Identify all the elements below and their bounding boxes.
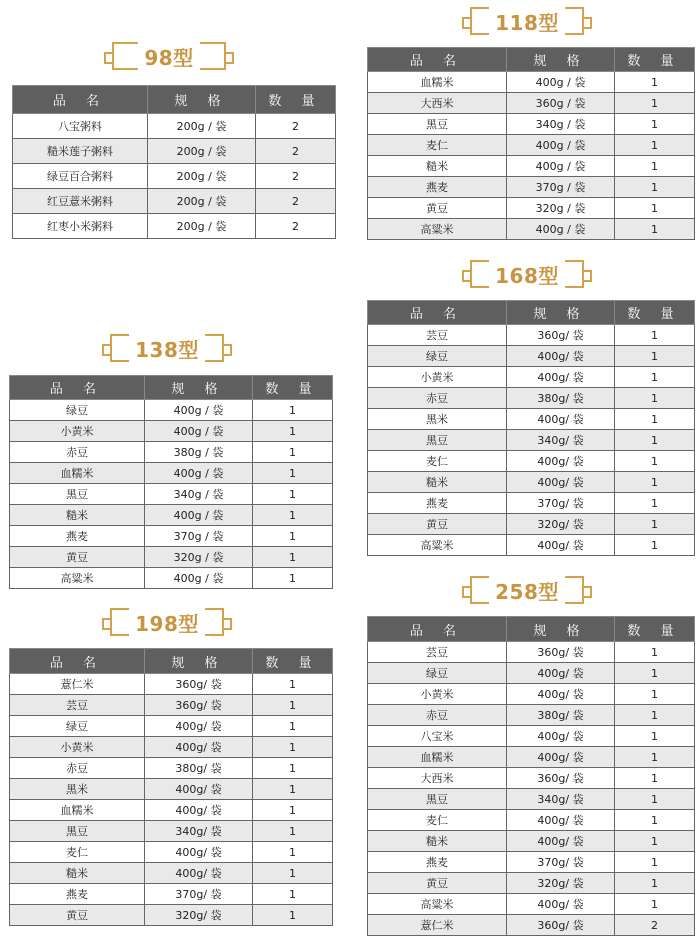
item-spec: 200g / 袋 bbox=[148, 189, 256, 214]
header-qty: 数 量 bbox=[615, 48, 695, 72]
table-row bbox=[368, 72, 695, 93]
package-table bbox=[9, 648, 333, 926]
item-qty: 1 bbox=[253, 442, 333, 463]
item-name: 大西米 bbox=[368, 93, 507, 114]
item-spec: 400g/ 袋 bbox=[507, 409, 615, 430]
title-frame-right bbox=[568, 576, 584, 604]
table-row bbox=[368, 535, 695, 556]
item-spec: 400g/ 袋 bbox=[507, 472, 615, 493]
header-spec: 规 格 bbox=[145, 376, 253, 400]
table-row bbox=[368, 514, 695, 535]
table-row bbox=[10, 400, 333, 421]
table-row bbox=[368, 430, 695, 451]
item-spec: 400g/ 袋 bbox=[507, 367, 615, 388]
package-table bbox=[9, 375, 333, 589]
item-name: 糙米 bbox=[10, 505, 145, 526]
item-qty: 1 bbox=[615, 114, 695, 135]
item-spec: 200g / 袋 bbox=[148, 164, 256, 189]
item-qty: 1 bbox=[615, 367, 695, 388]
package-title-frame bbox=[470, 7, 584, 35]
item-spec: 400g/ 袋 bbox=[507, 726, 615, 747]
table-header-row bbox=[368, 617, 695, 642]
item-qty: 1 bbox=[253, 400, 333, 421]
item-spec: 340g / 袋 bbox=[507, 114, 615, 135]
item-qty: 1 bbox=[615, 177, 695, 198]
item-name: 黑豆 bbox=[10, 484, 145, 505]
table-row bbox=[368, 346, 695, 367]
item-spec: 400g / 袋 bbox=[507, 219, 615, 240]
item-name: 糙米 bbox=[10, 863, 145, 884]
table-row bbox=[10, 737, 333, 758]
item-qty: 1 bbox=[615, 684, 695, 705]
item-spec: 400g / 袋 bbox=[145, 568, 253, 589]
item-name: 黑豆 bbox=[368, 114, 507, 135]
item-name: 血糯米 bbox=[368, 72, 507, 93]
item-spec: 400g/ 袋 bbox=[507, 831, 615, 852]
table-row bbox=[10, 484, 333, 505]
header-name: 品 名 bbox=[10, 376, 145, 400]
item-name: 芸豆 bbox=[368, 325, 507, 346]
table-row bbox=[13, 139, 336, 164]
item-qty: 1 bbox=[615, 514, 695, 535]
table-row bbox=[368, 663, 695, 684]
item-name: 燕麦 bbox=[10, 526, 145, 547]
item-name: 糙米 bbox=[368, 831, 507, 852]
item-spec: 200g / 袋 bbox=[148, 139, 256, 164]
package-title-frame bbox=[470, 576, 584, 604]
table-row bbox=[13, 189, 336, 214]
item-spec: 400g/ 袋 bbox=[507, 810, 615, 831]
table-row bbox=[368, 198, 695, 219]
header-spec: 规 格 bbox=[507, 48, 615, 72]
item-qty: 1 bbox=[253, 463, 333, 484]
item-qty: 1 bbox=[615, 726, 695, 747]
item-spec: 400g/ 袋 bbox=[507, 535, 615, 556]
item-qty: 2 bbox=[615, 915, 695, 936]
item-spec: 360g/ 袋 bbox=[507, 768, 615, 789]
table-row bbox=[368, 219, 695, 240]
header-name: 品 名 bbox=[368, 617, 507, 642]
table-row bbox=[10, 800, 333, 821]
table-row bbox=[368, 873, 695, 894]
item-name: 黄豆 bbox=[10, 547, 145, 568]
item-qty: 1 bbox=[253, 695, 333, 716]
title-frame-right bbox=[210, 42, 226, 70]
table-row bbox=[10, 674, 333, 695]
header-spec: 规 格 bbox=[148, 86, 256, 114]
item-spec: 400g/ 袋 bbox=[145, 737, 253, 758]
table-row bbox=[368, 388, 695, 409]
item-name: 糙米 bbox=[368, 472, 507, 493]
title-frame-right bbox=[208, 334, 224, 362]
package-table bbox=[367, 616, 695, 936]
item-qty: 1 bbox=[615, 663, 695, 684]
item-spec: 400g/ 袋 bbox=[145, 779, 253, 800]
item-qty: 1 bbox=[253, 905, 333, 926]
item-spec: 340g/ 袋 bbox=[507, 430, 615, 451]
header-name: 品 名 bbox=[368, 48, 507, 72]
item-name: 黄豆 bbox=[368, 873, 507, 894]
item-qty: 1 bbox=[615, 156, 695, 177]
table-header-row bbox=[368, 48, 695, 72]
item-qty: 1 bbox=[615, 346, 695, 367]
item-spec: 400g/ 袋 bbox=[145, 863, 253, 884]
table-row bbox=[10, 421, 333, 442]
item-qty: 1 bbox=[253, 884, 333, 905]
item-qty: 1 bbox=[615, 535, 695, 556]
item-qty: 1 bbox=[615, 873, 695, 894]
item-name: 黑豆 bbox=[10, 821, 145, 842]
item-qty: 1 bbox=[615, 831, 695, 852]
item-spec: 370g/ 袋 bbox=[145, 884, 253, 905]
table-row bbox=[368, 684, 695, 705]
table-row bbox=[368, 768, 695, 789]
table-row bbox=[368, 177, 695, 198]
item-name: 黑豆 bbox=[368, 430, 507, 451]
item-spec: 340g/ 袋 bbox=[145, 821, 253, 842]
item-name: 麦仁 bbox=[368, 135, 507, 156]
header-qty: 数 量 bbox=[615, 301, 695, 325]
item-spec: 200g / 袋 bbox=[148, 214, 256, 239]
item-spec: 400g/ 袋 bbox=[145, 800, 253, 821]
item-name: 绿豆 bbox=[10, 716, 145, 737]
item-qty: 1 bbox=[615, 325, 695, 346]
item-name: 八宝粥料 bbox=[13, 114, 148, 139]
item-spec: 400g / 袋 bbox=[507, 135, 615, 156]
item-qty: 1 bbox=[253, 863, 333, 884]
item-qty: 1 bbox=[615, 747, 695, 768]
item-spec: 380g/ 袋 bbox=[145, 758, 253, 779]
item-name: 八宝米 bbox=[368, 726, 507, 747]
item-qty: 1 bbox=[253, 674, 333, 695]
table-row bbox=[10, 842, 333, 863]
item-name: 燕麦 bbox=[10, 884, 145, 905]
item-spec: 360g/ 袋 bbox=[145, 674, 253, 695]
item-name: 小黄米 bbox=[368, 367, 507, 388]
title-frame-right bbox=[568, 7, 584, 35]
item-spec: 360g/ 袋 bbox=[507, 325, 615, 346]
title-frame-left bbox=[470, 576, 486, 604]
item-qty: 1 bbox=[253, 547, 333, 568]
package-title: 168型 bbox=[489, 260, 565, 289]
item-spec: 320g / 袋 bbox=[507, 198, 615, 219]
item-name: 血糯米 bbox=[368, 747, 507, 768]
table-row bbox=[13, 114, 336, 139]
item-qty: 1 bbox=[615, 72, 695, 93]
item-qty: 1 bbox=[253, 842, 333, 863]
table-row bbox=[368, 93, 695, 114]
table-row bbox=[10, 884, 333, 905]
table-row bbox=[10, 821, 333, 842]
header-spec: 规 格 bbox=[507, 617, 615, 642]
item-qty: 2 bbox=[256, 164, 336, 189]
item-name: 绿豆 bbox=[368, 663, 507, 684]
package-title-frame bbox=[110, 334, 224, 362]
table-row bbox=[13, 214, 336, 239]
item-name: 黑豆 bbox=[368, 789, 507, 810]
item-qty: 1 bbox=[615, 768, 695, 789]
item-spec: 380g/ 袋 bbox=[507, 705, 615, 726]
item-name: 高粱米 bbox=[368, 894, 507, 915]
header-qty: 数 量 bbox=[615, 617, 695, 642]
item-spec: 340g/ 袋 bbox=[507, 789, 615, 810]
header-qty: 数 量 bbox=[256, 86, 336, 114]
item-qty: 1 bbox=[615, 409, 695, 430]
item-name: 黄豆 bbox=[368, 198, 507, 219]
package-title-frame bbox=[470, 260, 584, 288]
table-row bbox=[368, 705, 695, 726]
package-title: 138型 bbox=[129, 334, 205, 363]
item-name: 黄豆 bbox=[368, 514, 507, 535]
table-row bbox=[368, 789, 695, 810]
table-row bbox=[368, 156, 695, 177]
table-row bbox=[10, 758, 333, 779]
item-name: 芸豆 bbox=[10, 695, 145, 716]
item-name: 薏仁米 bbox=[368, 915, 507, 936]
item-qty: 1 bbox=[615, 642, 695, 663]
item-qty: 1 bbox=[615, 472, 695, 493]
item-spec: 400g / 袋 bbox=[507, 156, 615, 177]
table-row bbox=[10, 905, 333, 926]
item-spec: 400g / 袋 bbox=[145, 505, 253, 526]
table-row bbox=[10, 568, 333, 589]
item-qty: 1 bbox=[615, 493, 695, 514]
item-spec: 320g / 袋 bbox=[145, 547, 253, 568]
item-name: 芸豆 bbox=[368, 642, 507, 663]
table-row bbox=[368, 472, 695, 493]
item-spec: 360g / 袋 bbox=[507, 93, 615, 114]
package-table bbox=[367, 300, 695, 556]
item-qty: 2 bbox=[256, 189, 336, 214]
item-spec: 370g/ 袋 bbox=[507, 852, 615, 873]
item-name: 糙米莲子粥料 bbox=[13, 139, 148, 164]
item-spec: 370g/ 袋 bbox=[507, 493, 615, 514]
item-qty: 2 bbox=[256, 214, 336, 239]
item-name: 血糯米 bbox=[10, 463, 145, 484]
item-spec: 340g / 袋 bbox=[145, 484, 253, 505]
item-name: 麦仁 bbox=[368, 451, 507, 472]
item-spec: 400g/ 袋 bbox=[507, 663, 615, 684]
table-row bbox=[13, 164, 336, 189]
item-name: 燕麦 bbox=[368, 852, 507, 873]
title-frame-left bbox=[112, 42, 128, 70]
item-name: 红枣小米粥料 bbox=[13, 214, 148, 239]
table-row bbox=[10, 695, 333, 716]
title-frame-left bbox=[110, 334, 126, 362]
item-spec: 360g/ 袋 bbox=[507, 642, 615, 663]
item-name: 糙米 bbox=[368, 156, 507, 177]
item-qty: 1 bbox=[253, 568, 333, 589]
item-name: 黄豆 bbox=[10, 905, 145, 926]
title-frame-left bbox=[110, 608, 126, 636]
item-spec: 400g/ 袋 bbox=[145, 716, 253, 737]
table-row bbox=[368, 831, 695, 852]
item-spec: 400g/ 袋 bbox=[507, 747, 615, 768]
item-name: 赤豆 bbox=[10, 442, 145, 463]
item-spec: 320g/ 袋 bbox=[507, 514, 615, 535]
item-name: 黑米 bbox=[368, 409, 507, 430]
item-qty: 1 bbox=[253, 716, 333, 737]
table-header-row bbox=[368, 301, 695, 325]
item-qty: 1 bbox=[253, 421, 333, 442]
item-spec: 400g / 袋 bbox=[145, 400, 253, 421]
item-name: 高粱米 bbox=[368, 535, 507, 556]
table-row bbox=[10, 442, 333, 463]
item-name: 绿豆 bbox=[368, 346, 507, 367]
item-name: 赤豆 bbox=[368, 388, 507, 409]
header-spec: 规 格 bbox=[507, 301, 615, 325]
title-frame-left bbox=[470, 260, 486, 288]
package-table bbox=[12, 85, 336, 239]
item-spec: 200g / 袋 bbox=[148, 114, 256, 139]
header-name: 品 名 bbox=[368, 301, 507, 325]
table-header-row bbox=[13, 86, 336, 114]
item-spec: 400g/ 袋 bbox=[145, 842, 253, 863]
item-name: 黑米 bbox=[10, 779, 145, 800]
item-name: 燕麦 bbox=[368, 177, 507, 198]
package-title-frame bbox=[110, 608, 224, 636]
item-qty: 1 bbox=[615, 388, 695, 409]
table-row bbox=[368, 409, 695, 430]
item-qty: 1 bbox=[615, 219, 695, 240]
table-row bbox=[368, 114, 695, 135]
table-row bbox=[10, 547, 333, 568]
item-spec: 400g / 袋 bbox=[507, 72, 615, 93]
item-qty: 1 bbox=[253, 821, 333, 842]
item-spec: 320g/ 袋 bbox=[507, 873, 615, 894]
item-name: 血糯米 bbox=[10, 800, 145, 821]
item-qty: 1 bbox=[615, 451, 695, 472]
item-qty: 1 bbox=[253, 505, 333, 526]
table-row bbox=[368, 325, 695, 346]
header-qty: 数 量 bbox=[253, 649, 333, 674]
item-spec: 370g / 袋 bbox=[507, 177, 615, 198]
item-name: 小黄米 bbox=[10, 421, 145, 442]
table-row bbox=[368, 852, 695, 873]
header-name: 品 名 bbox=[10, 649, 145, 674]
table-row bbox=[10, 779, 333, 800]
table-header-row bbox=[10, 376, 333, 400]
item-name: 高粱米 bbox=[368, 219, 507, 240]
item-name: 小黄米 bbox=[368, 684, 507, 705]
item-spec: 400g/ 袋 bbox=[507, 346, 615, 367]
package-table bbox=[367, 47, 695, 240]
header-qty: 数 量 bbox=[253, 376, 333, 400]
item-name: 薏仁米 bbox=[10, 674, 145, 695]
package-title: 98型 bbox=[138, 42, 199, 71]
title-frame-right bbox=[568, 260, 584, 288]
title-frame-right bbox=[208, 608, 224, 636]
item-name: 高粱米 bbox=[10, 568, 145, 589]
table-row bbox=[10, 526, 333, 547]
item-name: 燕麦 bbox=[368, 493, 507, 514]
package-title: 118型 bbox=[489, 7, 565, 36]
item-qty: 1 bbox=[615, 135, 695, 156]
item-qty: 1 bbox=[615, 705, 695, 726]
item-spec: 360g/ 袋 bbox=[507, 915, 615, 936]
item-name: 赤豆 bbox=[368, 705, 507, 726]
item-name: 绿豆 bbox=[10, 400, 145, 421]
item-name: 红豆薏米粥料 bbox=[13, 189, 148, 214]
item-qty: 1 bbox=[253, 758, 333, 779]
item-name: 麦仁 bbox=[368, 810, 507, 831]
item-name: 绿豆百合粥料 bbox=[13, 164, 148, 189]
table-row bbox=[368, 642, 695, 663]
item-name: 小黄米 bbox=[10, 737, 145, 758]
item-qty: 1 bbox=[253, 737, 333, 758]
table-row bbox=[10, 863, 333, 884]
item-qty: 1 bbox=[253, 526, 333, 547]
item-qty: 1 bbox=[615, 894, 695, 915]
item-spec: 400g / 袋 bbox=[145, 463, 253, 484]
item-qty: 1 bbox=[615, 852, 695, 873]
table-row bbox=[10, 463, 333, 484]
table-row bbox=[368, 367, 695, 388]
item-name: 麦仁 bbox=[10, 842, 145, 863]
item-qty: 1 bbox=[615, 93, 695, 114]
table-row bbox=[368, 915, 695, 936]
item-spec: 400g/ 袋 bbox=[507, 684, 615, 705]
item-name: 大西米 bbox=[368, 768, 507, 789]
item-qty: 1 bbox=[615, 810, 695, 831]
item-spec: 380g/ 袋 bbox=[507, 388, 615, 409]
table-row bbox=[368, 135, 695, 156]
package-title-frame bbox=[112, 42, 226, 70]
item-spec: 320g/ 袋 bbox=[145, 905, 253, 926]
table-row bbox=[368, 726, 695, 747]
item-qty: 2 bbox=[256, 139, 336, 164]
table-row bbox=[368, 493, 695, 514]
item-spec: 400g / 袋 bbox=[145, 421, 253, 442]
table-row bbox=[368, 810, 695, 831]
item-spec: 370g / 袋 bbox=[145, 526, 253, 547]
title-frame-left bbox=[470, 7, 486, 35]
header-spec: 规 格 bbox=[145, 649, 253, 674]
item-qty: 1 bbox=[615, 789, 695, 810]
item-qty: 1 bbox=[253, 484, 333, 505]
item-spec: 400g/ 袋 bbox=[507, 451, 615, 472]
table-row bbox=[368, 894, 695, 915]
package-title: 258型 bbox=[489, 576, 565, 605]
table-row bbox=[10, 505, 333, 526]
item-qty: 1 bbox=[253, 779, 333, 800]
item-qty: 1 bbox=[615, 430, 695, 451]
table-row bbox=[368, 747, 695, 768]
header-name: 品 名 bbox=[13, 86, 148, 114]
item-spec: 360g/ 袋 bbox=[145, 695, 253, 716]
table-row bbox=[368, 451, 695, 472]
item-qty: 1 bbox=[253, 800, 333, 821]
item-spec: 400g/ 袋 bbox=[507, 894, 615, 915]
item-spec: 380g / 袋 bbox=[145, 442, 253, 463]
item-qty: 1 bbox=[615, 198, 695, 219]
table-row bbox=[10, 716, 333, 737]
table-header-row bbox=[10, 649, 333, 674]
item-qty: 2 bbox=[256, 114, 336, 139]
item-name: 赤豆 bbox=[10, 758, 145, 779]
package-title: 198型 bbox=[129, 608, 205, 637]
